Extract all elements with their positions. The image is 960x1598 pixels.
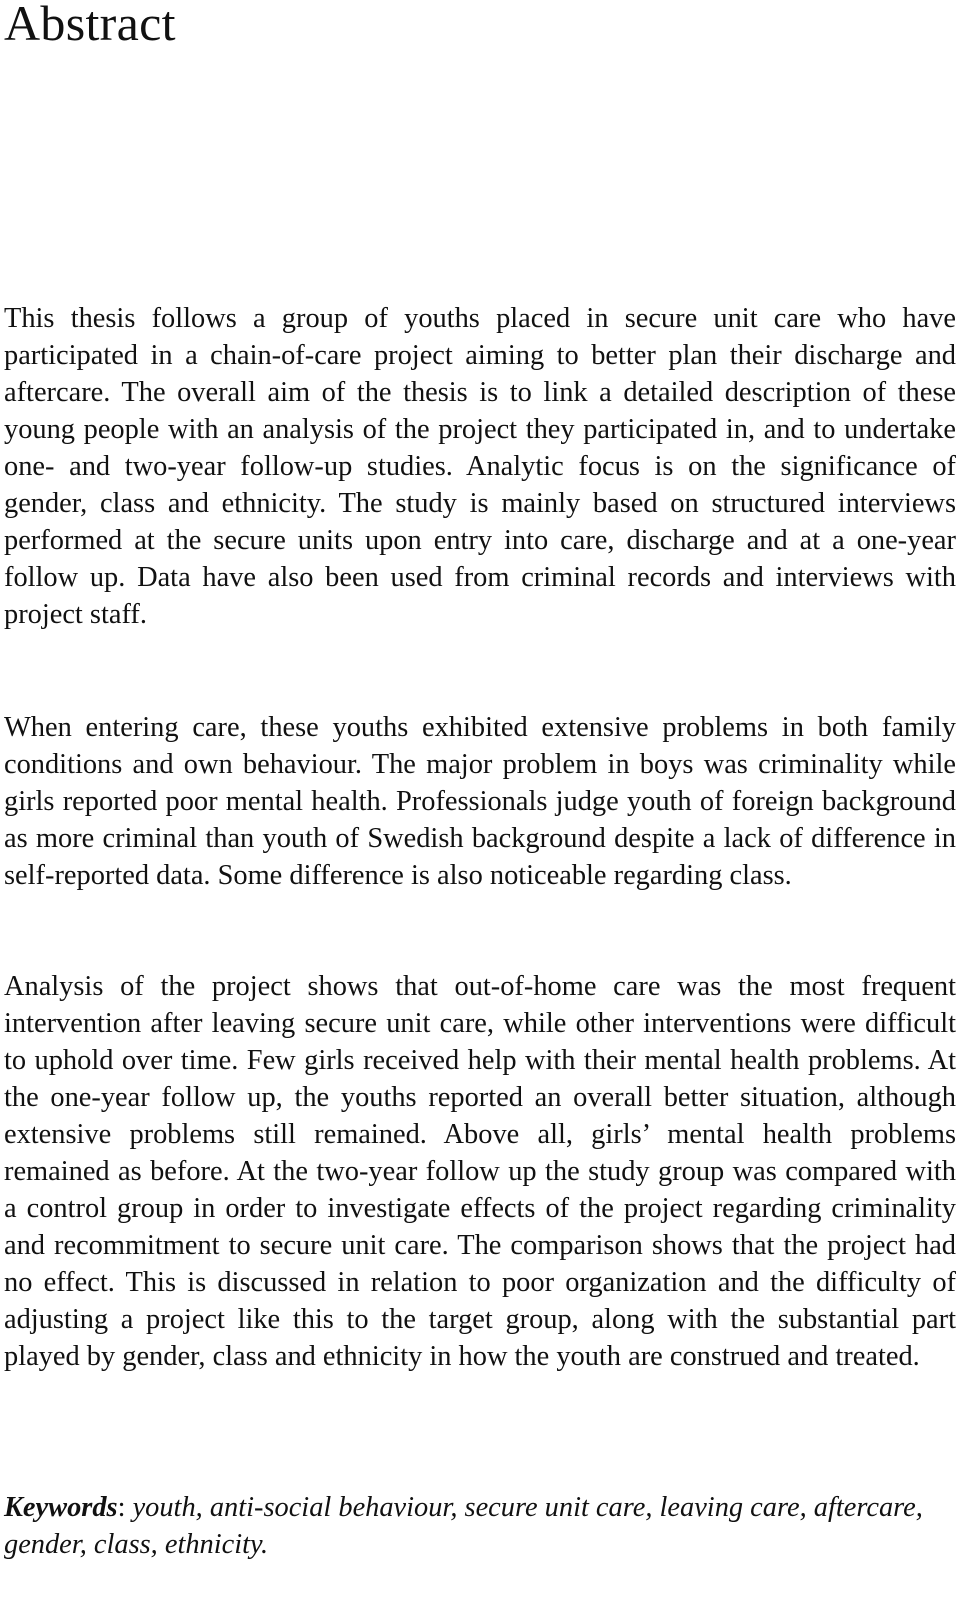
page-title: Abstract (4, 0, 176, 51)
keywords-separator: : (117, 1492, 126, 1523)
abstract-paragraph-1: This thesis follows a group of youths placed in secure unit care who have participated in a chain-of-care project aiming to better plan their discharge and aftercare. The overall aim of the thesis is to link a detailed description of these young people with an analysis of the project they participated in, and to undertake one- and two-year follow-up studies. Analytic focus is on the significance of gender, class and ethnicity. The study is mainly based on structured interviews performed at the secure units upon entry into care, discharge and at a one-year follow up. Data have also been used from criminal records and interviews with project staff. (4, 303, 956, 630)
keywords-label: Keywords (4, 1492, 118, 1523)
abstract-paragraph-2: When entering care, these youths exhibited extensive problems in both family conditions and own behaviour. The major problem in boys was criminality while girls reported poor mental health. Professionals judge youth of foreign background as more criminal than youth of Swedish background despite a lack of difference in self-reported data. Some difference is also noticeable regarding class. (4, 712, 956, 891)
abstract-paragraph-3: Analysis of the project shows that out-of-home care was the most frequent intervention after leaving secure unit care, while other interventions were difficult to uphold over time. Few girls received help with their mental health problems. At the one-year follow up, the youths reported an overall better situation, although extensive problems still remained. Above all, girls’ mental health problems remained as before. At the two-year follow up the study group was compared with a control group in order to investigate effects of the project regarding criminality and recommitment to secure unit care. The comparison shows that the project had no effect. This is discussed in relation to poor organization and the difficulty of adjusting a project like this to the target group, along with the substantial part played by gender, class and ethnicity in how the youth are construed and treated. (4, 971, 956, 1372)
keywords-line (4, 1489, 956, 1563)
keywords-list: youth, anti-social behaviour, secure unit care, leaving care, aftercare, gender, class, ethnicity. (4, 1492, 923, 1560)
